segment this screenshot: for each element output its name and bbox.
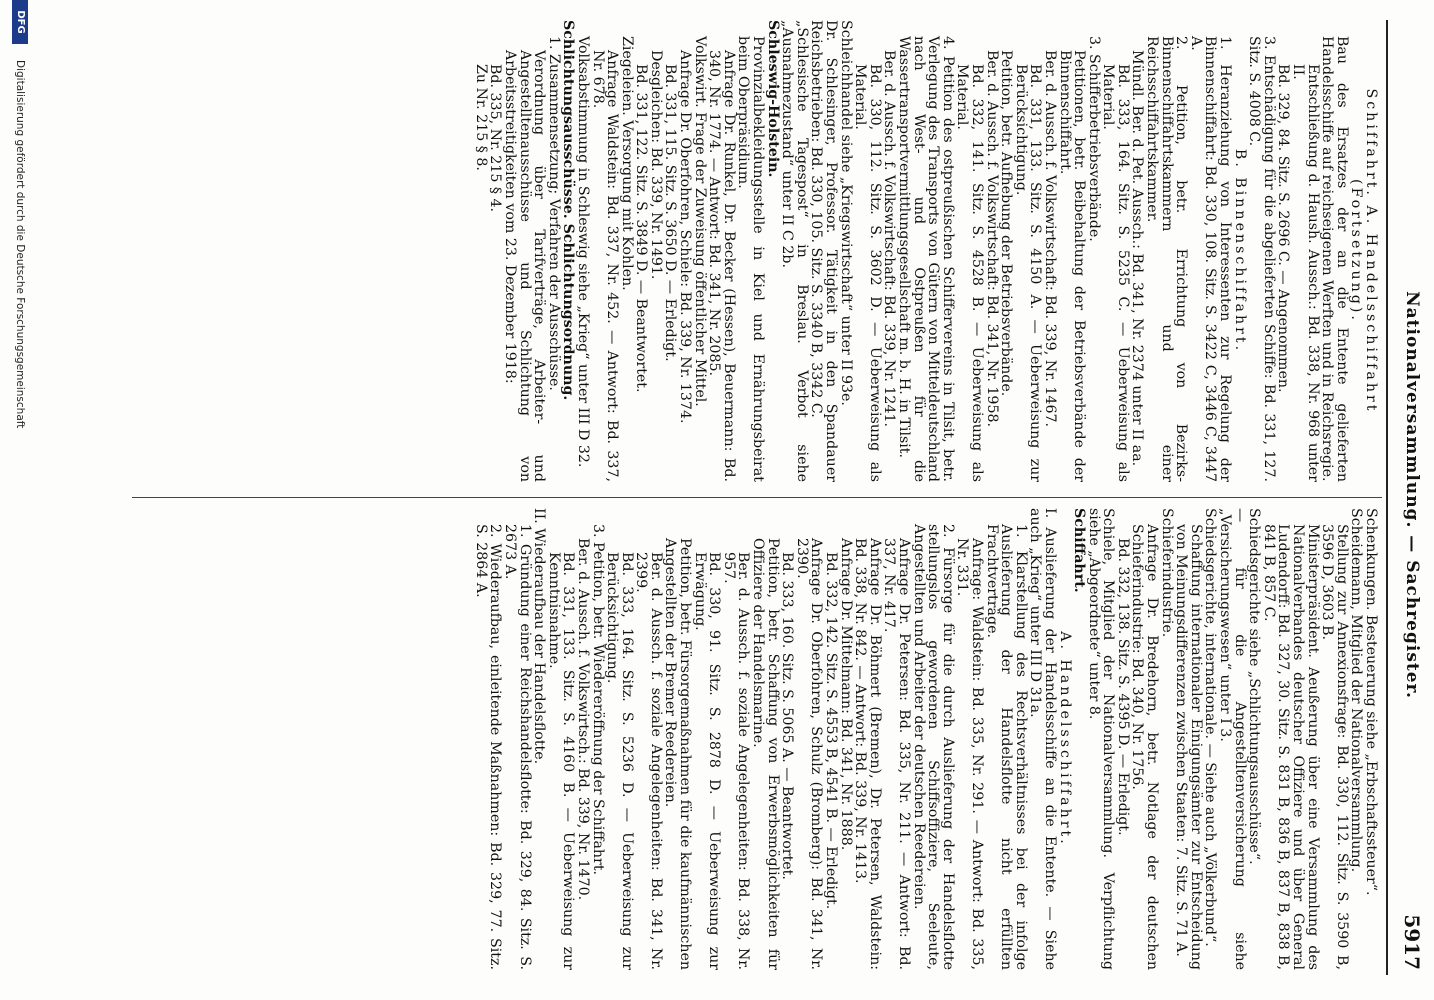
entry: 3. Schifferbetriebsverbände.: [1085, 36, 1102, 242]
column-right: [473, 20, 1378, 482]
entry: Stellung zur Annexionsfrage: Bd. 330, 112. Sitz. S. 3590 B, 3596 D, 3603 B.: [1319, 524, 1350, 970]
entry: Schieferindustrie.: [1158, 508, 1175, 638]
column-left: [473, 508, 1378, 970]
dfg-logo: DFG: [12, 0, 28, 44]
entry: Schenkungen. Besteuerung siehe „Erbschaftssteuer“.: [1363, 508, 1379, 896]
entry: Ber. d. Aussch. f. Volkswirtschaft: Bd. 341, Nr. 1958.: [983, 50, 1000, 428]
entry: Schiedsgerichte, internationale. — Siehe auch „Völkerbund“.: [1202, 508, 1219, 947]
entry: Bd. 332, 138. Sitz. S. 4395 D. — Erledigt.: [1114, 538, 1131, 836]
entry: 1. Klarstellung des Rechtsverhältnisses bei der infolge Auslieferung der Handelsflotte nicht erfüllten Frachtverträge.: [983, 524, 1029, 970]
entry: Ministerpräsident. Aeußerung über eine Versammlung des Nationalverbandes deutscher Offiziere und über General Ludendorff: Bd. 327, 30. Sitz. S. 831 B, 836 B, 837 B, 838 B, 841 B, 857 C.: [1260, 524, 1321, 970]
entry: Anfrage: Waldstein: Bd. 335, Nr. 291. — Antwort: Bd. 335, Nr. 331.: [954, 538, 985, 970]
entry: Anfrage Dr. Böhmert (Bremen), Dr. Petersen, Waldstein: Bd. 338, Nr. 842. — Antwort: Bd. 339, Nr. 1413.: [852, 538, 883, 970]
entry: Ber. d. Aussch. f. soziale Angelegenheiten: Bd. 341, Nr. 2399.: [633, 552, 664, 970]
page-number: 5917: [1400, 914, 1424, 970]
entry: Mündl. Ber. d. Pet. Aussch.: Bd. 341, Nr. 2374 unter II aa.: [1129, 50, 1146, 467]
entry: 2. Wiederaufbau, einleitende Maßnahmen: Bd. 329, 77. Sitz. S. 2864 A.: [472, 524, 504, 970]
entry: Schleswig-Holstein.: [764, 20, 781, 178]
entry: Anfrage Waldstein: Bd. 337, Nr. 452. — Antwort: Bd. 337, Nr. 678.: [589, 50, 621, 482]
entry: Schiffahrt.: [1071, 508, 1088, 593]
entry: Ber. d. Aussch. f. Volkswirtschaft: Bd. 339, Nr. 1467.: [1041, 50, 1058, 428]
entry: 2. Fürsorge für die durch Auslieferung der Handelsflotte stellungslos gewordenen Schiffsoffiziere, Seeleute, Angestellten und Arbeiter der deutschen Reedereien.: [910, 524, 956, 970]
entry: Ber. d. Aussch. f. Volkswirtsch.: Bd. 339, Nr. 1470.: [574, 538, 591, 901]
entry: Bd. 331, 122. Sitz. S. 3849 D. — Beantwortet.: [633, 64, 650, 393]
entry: Bd. 331, 133. Sitz. S. 4150 A. — Ueberweisung zur Berücksichtigung.: [1012, 64, 1044, 482]
entry: Zu Nr. 215 § 8.: [472, 64, 489, 171]
entry: Bau des Ersatzes der an die Entente gelieferten Handelsschiffe auf reichseigenen Werften und in Reichsregie.: [1319, 36, 1350, 482]
entry: 2. Petition, betr. Errichtung von Bezirks-Binnenschiffahrtskammern und einer Reichsschiffahrtskammer.: [1144, 36, 1190, 482]
entry: Scheidemann, Mitglied der Nationalversammlung.: [1348, 508, 1365, 873]
entry: 3. Entschädigung für die abgelieferten Schiffe: Bd. 331, 127. Sitz. S. 4008 C.: [1246, 36, 1277, 482]
entry: Schiele, Mitglied der Nationalversammlung. Verpflichtung siehe „Abgeordnete“ unter 8.: [1085, 508, 1117, 970]
entry: Volksabstimmung in Schleswig siehe „Krieg“ unter III D 32.: [574, 36, 591, 468]
entry: Bd. 331, 115. Sitz. S. 3650 D. — Erledigt.: [662, 64, 679, 362]
entry: Ber. d. Aussch. f. soziale Angelegenheiten: Bd. 338, Nr. 957.: [720, 552, 752, 970]
entry: Anfrage Dr. Mittelmann: Bd. 341, Nr. 1888.: [837, 538, 854, 851]
entry: Petition, betr. Aufhebung der Betriebsverbände.: [998, 50, 1015, 397]
entry: Dr. Schlesinger, Professor. Tätigkeit in den Spandauer Reichsbetrieben: Bd. 330, 105. Sitz. S. 3340 B, 3342 C.: [808, 20, 840, 482]
entry: Entschließung d. Haush. Aussch.: Bd. 338, Nr. 968 unter II.: [1290, 64, 1321, 482]
entry: Bd. 329, 84. Sitz. S. 2696 C. — Angenommen.: [1275, 64, 1292, 393]
entry: 1. Heranziehung von Interessenten zur Regelung der Binnenschiffahrt: Bd. 330, 108. Sitz. S. 3422 C, 3446 C, 3447 A.: [1187, 36, 1234, 482]
entry: Anfrage Dr. Oberfohren, Schiele: Bd. 339, Nr. 1374.: [677, 50, 694, 424]
entry: 3. Petition, betr. Wiedereröffnung der Schiffahrt.: [589, 524, 606, 876]
entry: Anfrage Dr. Runkel, Dr. Becker (Hessen), Beuermann: Bd. 340, Nr. 1774. — Antwort: Bd. 341, Nr. 2085.: [706, 50, 737, 482]
entry: Anfrage Dr. Bredehorn, betr. Notlage der deutschen Schieferindustrie: Bd. 340, Nr. 1756.: [1129, 524, 1161, 970]
entry: Anfrage Dr. Petersen: Bd. 335, Nr. 211. — Antwort: Bd. 337, Nr. 417.: [881, 538, 912, 970]
entry: „Schlesische Tagespost“ in Breslau. Verbot siehe „Ausnahmezustand“ unter II C 2b.: [779, 20, 810, 482]
entry: 1. Zusammensetzung; Verfahren der Ausschüsse.: [545, 36, 562, 391]
page-title: Nationalversammlung. — Sachregister.: [1402, 291, 1422, 699]
entry: Schlichtungsausschüsse. Schlichtungsordnung.: [560, 20, 577, 401]
entry: Volkswirt. Frage der Zuweisung öffentlicher Mittel.: [691, 36, 708, 407]
entry: — für die Angestelltenversicherung siehe „Versicherungswesen“ unter I 3.: [1217, 508, 1248, 970]
entry: Verordnung über Tarifverträge, Arbeiter- und Angestelltenausschüsse und Schlichtung von Arbeitsstreitigkeiten vom 23. Dezember 1918:: [501, 50, 548, 482]
entry: Bd. 333, 164. Sitz. S. 5236 D. — Ueberweisung zur Berücksichtigung.: [604, 552, 635, 970]
entry: Petitionen, betr. Beibehaltung der Betriebsverbände der Binnenschiffahrt.: [1056, 50, 1088, 482]
running-header: [1388, 20, 1428, 970]
entry: Petition, betr. Fürsorgemaßnahmen für die kaufmännischen Angestellten der Bremer Reedereien.: [662, 538, 694, 970]
entry: Schiedsgerichte siehe „Schlichtungsausschüsse“.: [1246, 508, 1263, 865]
entry: Bd. 330, 112. Sitz. S. 3602 D. — Ueberweisung als Material.: [852, 64, 883, 482]
entry: 1. Gründung einer Reichshandelsflotte: Bd. 329, 84. Sitz. S. 2673 A.: [501, 524, 533, 970]
entry: I. Auslieferung der Handelsschiffe an die Entente. — Siehe auch „Krieg“ unter III D 31a.: [1027, 508, 1058, 970]
entry: Provinzialbekleidungsstelle in Kiel und Ernährungsbeirat beim Oberpräsidium.: [735, 36, 767, 482]
entry: Ziegeleien. Versorgung mit Kohlen.: [618, 36, 635, 291]
entry: II. Wiederaufbau der Handelsflotte.: [531, 508, 548, 765]
entry: Bd. 333, 164. Sitz. S. 5235 C. — Ueberweisung als Material.: [1100, 64, 1131, 482]
entry: Bd. 332, 142. Sitz. S. 4553 B, 4541 B. — Erledigt.: [823, 552, 840, 910]
entry: Schiffahrt. A. Handelsschiffahrt (Fortsetzung).: [1348, 88, 1379, 414]
column-divider: [132, 497, 1382, 498]
entry: Bd. 330, 91. Sitz. S. 2878 D. — Ueberweisung zur Erwägung.: [691, 552, 723, 970]
entry: Schleichhandel siehe „Kriegswirtschaft“ unter II 93e.: [837, 20, 854, 406]
entry: Bd. 333, 160. Sitz. S. 5065 A. — Beantwortet.: [779, 552, 796, 880]
entry: Desgleichen: Bd. 339, Nr. 1491.: [647, 50, 664, 280]
entry: Bd. 331, 133. Sitz. S. 4160 B. — Ueberweisung zur Kenntnisnahme.: [545, 552, 577, 970]
entry: Anfrage Dr. Oberfohren, Schulz (Bromberg): Bd. 341, Nr. 2390.: [793, 538, 825, 970]
entry: Ber. d. Aussch. f. Volkswirtschaft: Bd. 339, Nr. 1241.: [881, 50, 898, 428]
digitization-credit: Digitalisierung gefördert durch die Deutsche Forschungsgemeinschaft: [14, 60, 26, 429]
entry: 4. Petition des ostpreußischen Schiffervereins in Tilsit, betr. Verlegung des Transports von Gütern von Mitteldeutschland nach West- und Ostpreußen für die Wassertransportvermittlungsgesellschaft m. b. H. in Tilsit.: [896, 36, 956, 482]
entry: Bd. 332, 141. Sitz. S. 4528 B. — Ueberweisung als Material.: [954, 64, 985, 482]
entry: A. Handelsschiffahrt.: [1056, 631, 1073, 847]
entry: Schaffung internationaler Einigungsämter zur Entscheidung von Meinungsdifferenzen zwischen Staaten: 7. Sitz. S. 71 A.: [1173, 524, 1204, 970]
entry: B. Binnenschiffahrt.: [1231, 148, 1248, 354]
entry: Bd. 335, Nr. 215 § 4.: [487, 64, 504, 213]
entry: Petition, betr. Schaffung von Erwerbsmöglichkeiten für Offiziere der Handelsmarine.: [750, 538, 781, 970]
header-rule: [1386, 20, 1388, 975]
